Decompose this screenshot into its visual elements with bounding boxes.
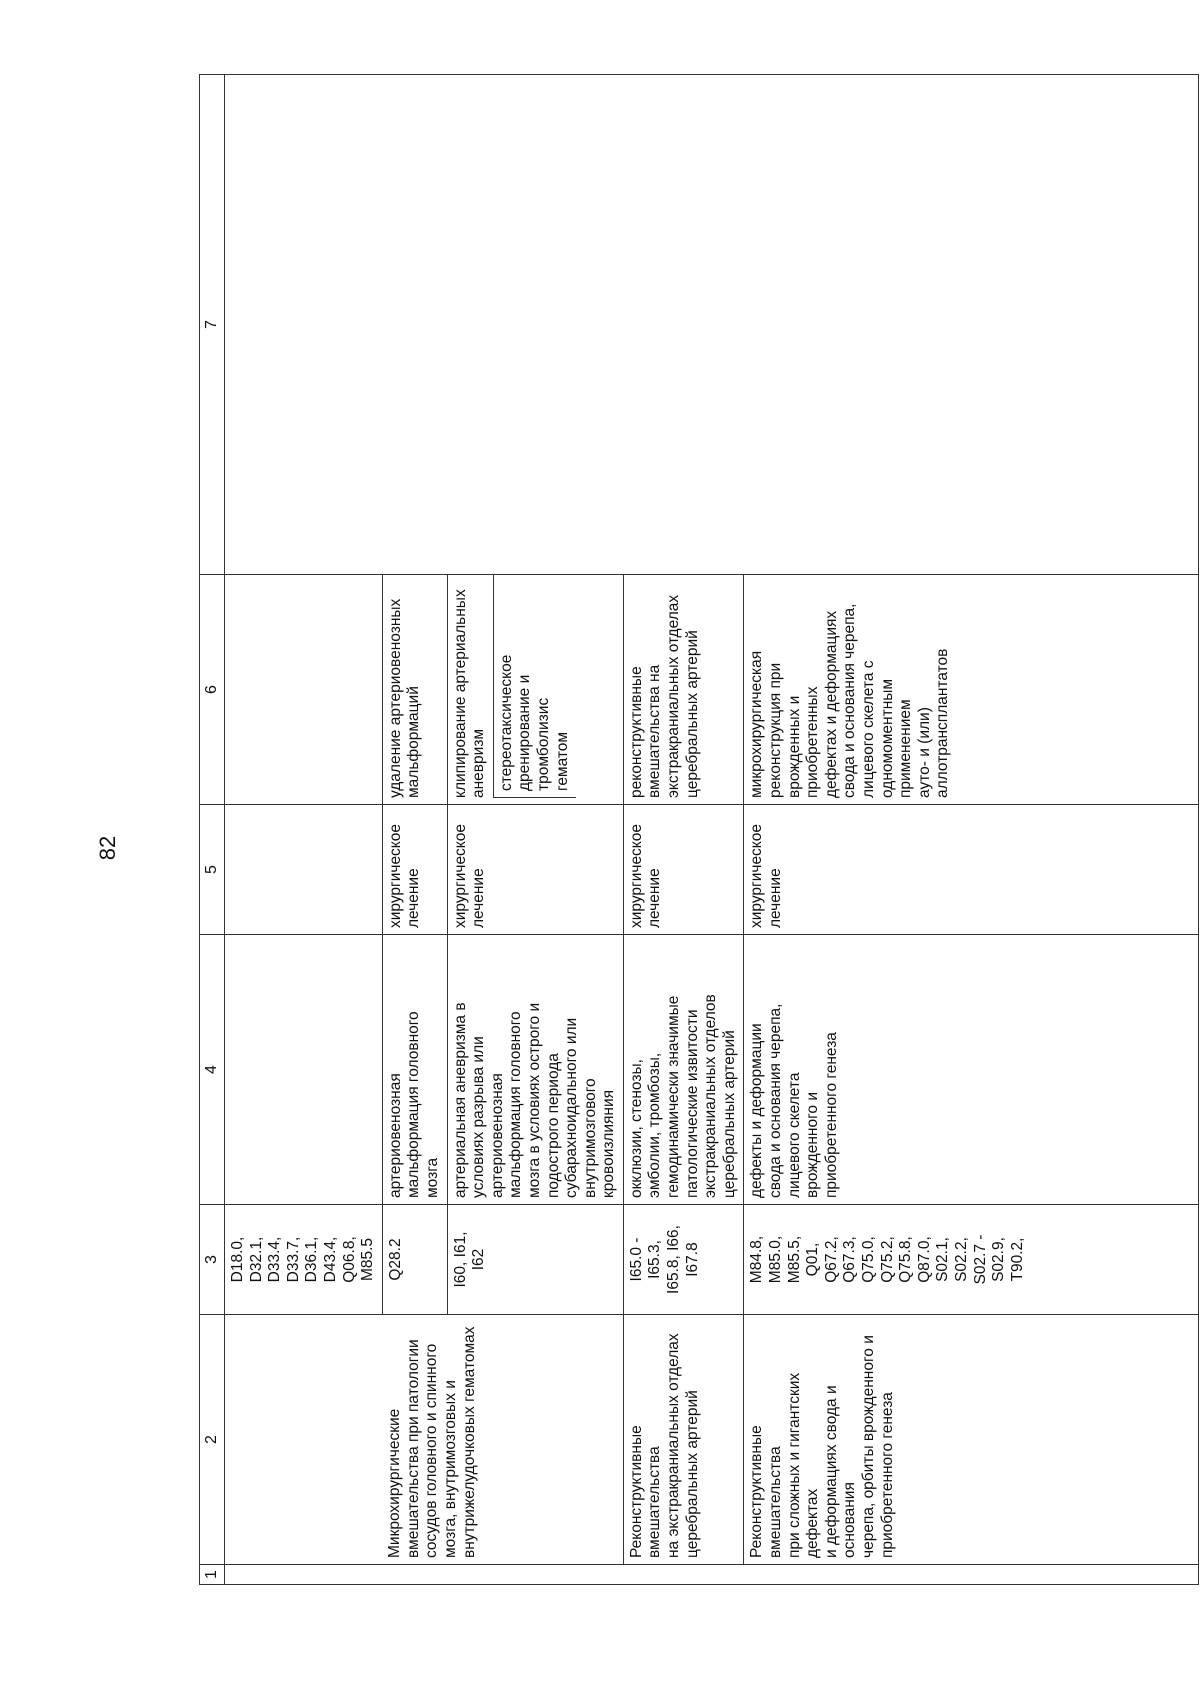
header-col-1: 1: [200, 1565, 225, 1585]
cell-treatment-type: хирургическое лечение: [623, 805, 744, 935]
cell-col7-cost: [225, 75, 1199, 575]
cell-procedure-group: Реконструктивные вмешательства при сложных и гигантских дефектах и деформациях свода и основания черепа, орбиты врожденного и приобретенного генеза: [744, 1315, 1199, 1565]
cell-diagnosis: дефекты и деформации свода и основания черепа, лицевого скелета врожденного и приобретенного генеза: [744, 935, 1199, 1205]
table-header-row: [200, 75, 225, 1585]
cell-diagnosis: [225, 935, 383, 1205]
cell-icd-codes: I60, I61, I62: [447, 1205, 623, 1315]
cell-method-b: стереотаксическое дренирование и тромболизис гематом: [493, 575, 576, 798]
cell-icd-codes: Q28.2: [382, 1205, 447, 1315]
cell-treatment-type: хирургическое лечение: [382, 805, 447, 935]
page-number: 82: [95, 835, 120, 861]
header-col-4: 4: [200, 935, 225, 1205]
cell-method: удаление артериовенозных мальформаций: [382, 575, 447, 805]
cell-method: микрохирургическая реконструкция при врожденных и приобретенных дефектах и деформациях свода и основания черепа, лицевого скелета с одномоментным применением ауто- и (или) аллотрансплантатов: [744, 575, 1199, 805]
rotated-table-container: [199, 75, 1199, 1585]
cell-treatment-type: хирургическое лечение: [447, 805, 623, 935]
medical-procedures-table: [199, 74, 1199, 1585]
cell-diagnosis: артериальная аневризма в условиях разрыва или артериовенозная мальформация головного мозга в условиях острого и подострого периода субарахноидального или внутримозгового кровоизлияния: [447, 935, 623, 1205]
cell-icd-codes: M84.8, M85.0, M85.5, Q01, Q67.2, Q67.3, Q75.0, Q75.2, Q75.8, Q87.0, S02.1, S02.2, S02.7 - S02.9, T90.2,: [744, 1205, 1199, 1315]
cell-method: реконструктивные вмешательства на экстракраниальных отделах церебральных артерий: [623, 575, 744, 805]
cell-col2: [225, 1315, 383, 1565]
cell-procedure-group: Реконструктивные вмешательства на экстракраниальных отделах церебральных артерий: [623, 1315, 744, 1565]
cell-methods-split: [447, 575, 623, 805]
cell-method-a: клипирование артериальных аневризм: [451, 589, 488, 798]
table-row: [225, 75, 383, 1585]
cell-col1-number: [225, 1565, 1199, 1585]
cell-procedure-group: Микрохирургические вмешательства при патологии сосудов головного и спинного мозга, внутримозговых и внутрижелудочковых гематомах: [382, 1315, 623, 1565]
header-col-2: 2: [200, 1315, 225, 1565]
cell-icd-codes: I65.0 - I65.3, I65.8, I66, I67.8: [623, 1205, 744, 1315]
header-col-7: 7: [200, 75, 225, 575]
header-col-3: 3: [200, 1205, 225, 1315]
cell-method: [225, 575, 383, 805]
header-col-6: 6: [200, 575, 225, 805]
cell-diagnosis: артериовенозная мальформация головного мозга: [382, 935, 447, 1205]
cell-diagnosis: окклюзии, стенозы, эмболии, тромбозы, гемодинамически значимые патологические извитости экстракраниальных отделов церебральных артерий: [623, 935, 744, 1205]
cell-treatment-type: хирургическое лечение: [744, 805, 1199, 935]
cell-icd-codes: D18.0, D32.1, D33.4, D33.7, D36.1, D43.4, Q06.8, M85.5: [225, 1205, 383, 1315]
header-col-5: 5: [200, 805, 225, 935]
cell-treatment-type: [225, 805, 383, 935]
